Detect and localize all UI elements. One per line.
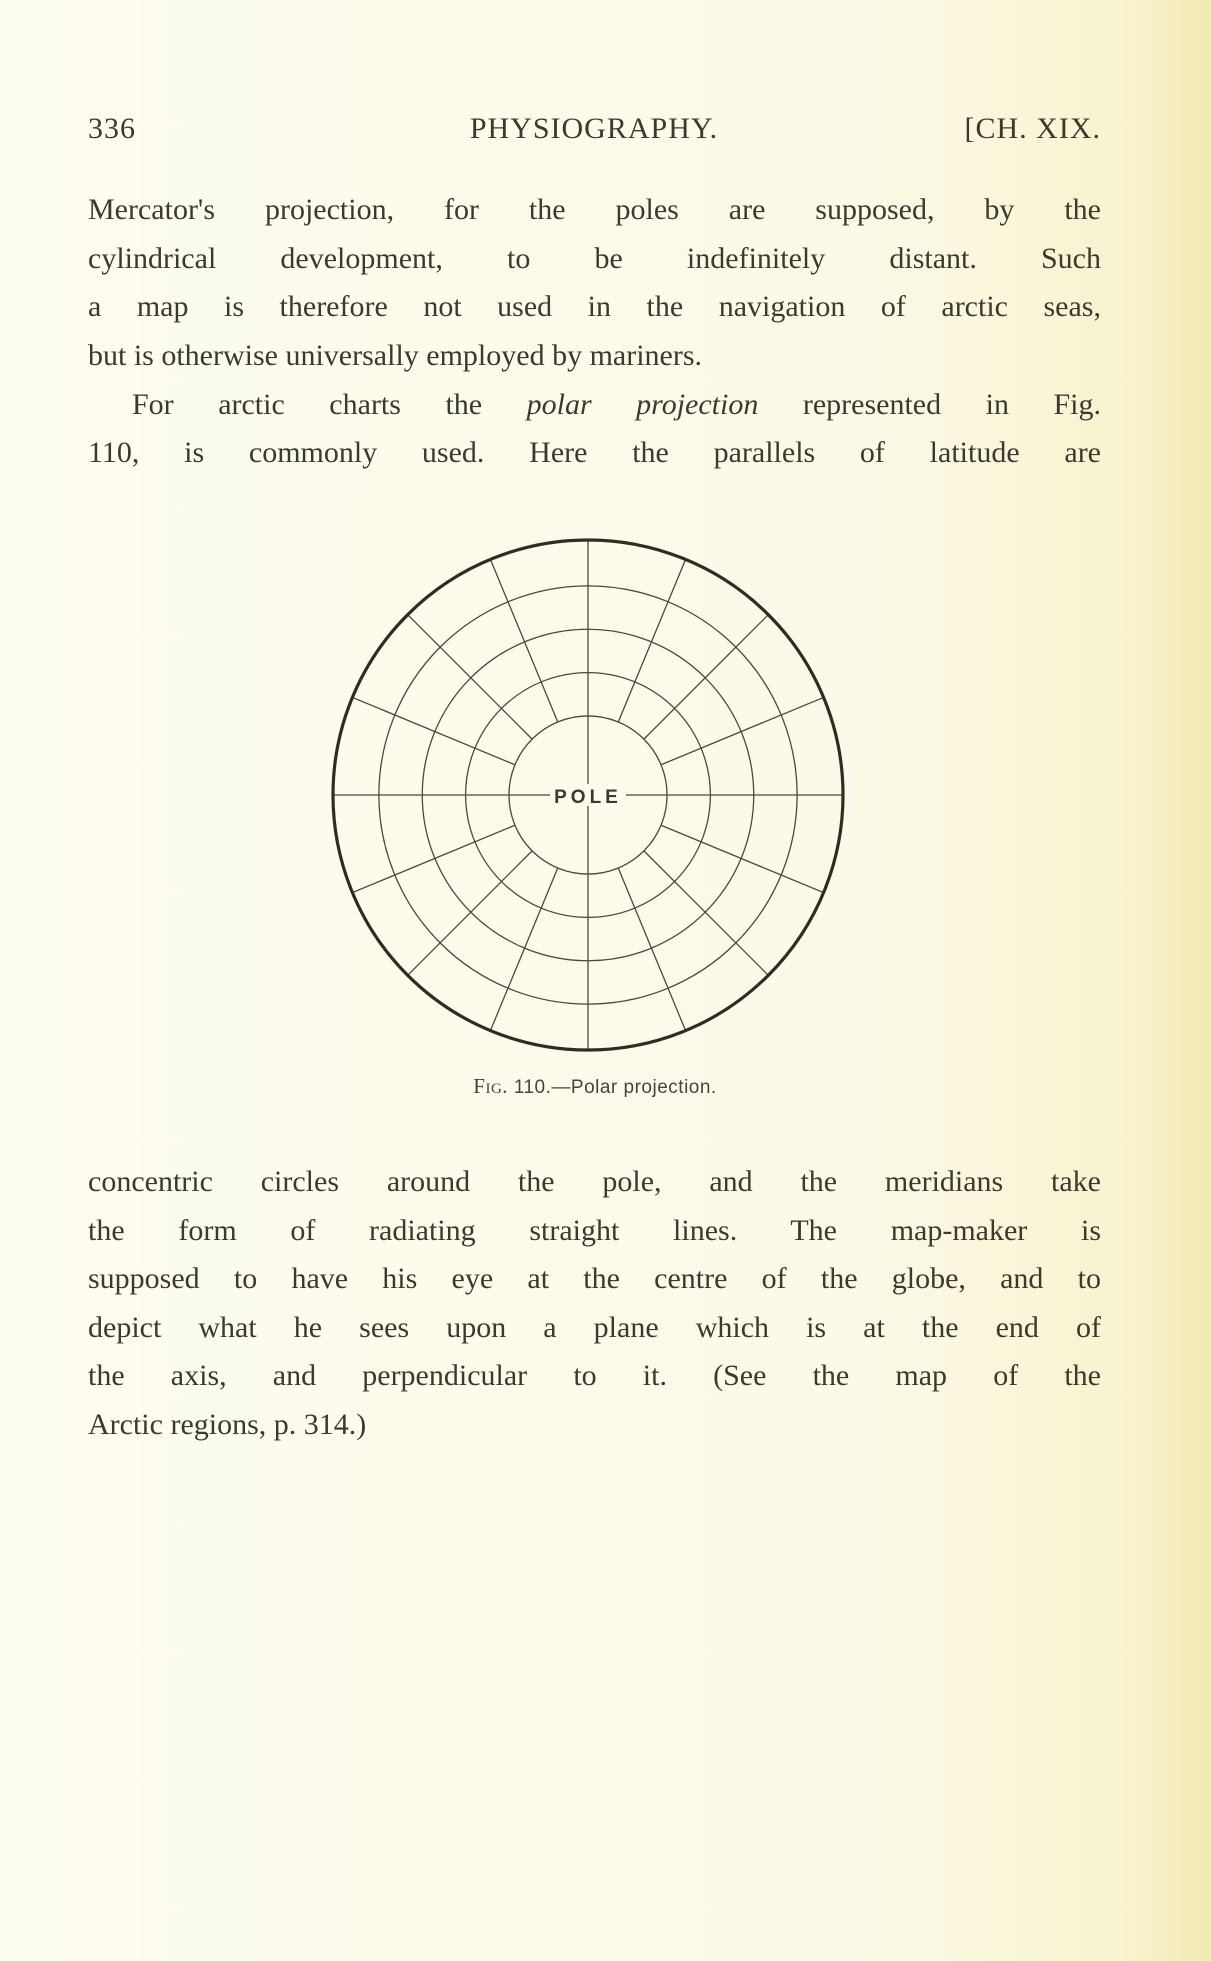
meridian-line <box>661 825 824 892</box>
meridian-line <box>408 851 532 975</box>
meridian-line <box>490 868 557 1031</box>
figure-caption <box>0 1074 1190 1099</box>
text-line: cylindrical development, to be indefinitely distant. Such <box>88 242 1101 275</box>
text-line: the axis, and perpendicular to it. (See the map of the <box>88 1359 1101 1392</box>
text-line <box>88 385 1101 425</box>
text-line: 110, is commonly used. Here the parallels of latitude are <box>88 436 1101 469</box>
text-line: the form of radiating straight lines. The map-maker is <box>88 1214 1101 1247</box>
meridian-line <box>408 615 532 739</box>
caption-prefix: Fig. <box>473 1074 509 1098</box>
text-span: For arctic charts the <box>132 388 527 421</box>
meridian-line <box>352 697 515 764</box>
meridian-line <box>618 559 685 722</box>
italic-term: polar projection <box>526 388 759 421</box>
meridian-line <box>352 825 515 892</box>
text-line: concentric circles around the pole, and the meridians take <box>88 1165 1101 1198</box>
page-number: 336 <box>88 112 136 145</box>
caption-number: 110. <box>513 1077 552 1098</box>
text-line: supposed to have his eye at the centre of the globe, and to <box>88 1262 1101 1295</box>
caption-text: —Polar projection. <box>551 1077 717 1098</box>
text-span: represented in Fig. <box>758 388 1102 421</box>
text-line: Arctic regions, p. 314.) <box>88 1408 367 1441</box>
polar-projection-diagram <box>300 520 880 1070</box>
meridian-line <box>661 697 824 764</box>
meridian-line <box>490 559 557 722</box>
text-line: but is otherwise universally employed by mariners. <box>88 339 703 372</box>
meridian-line <box>644 615 768 739</box>
meridian-line <box>644 851 768 975</box>
text-line: depict what he sees upon a plane which is at the end of <box>88 1311 1101 1344</box>
running-title: PHYSIOGRAPHY. <box>469 112 719 145</box>
meridian-line <box>618 868 685 1031</box>
pole-label: POLE <box>554 787 622 808</box>
text-line: a map is therefore not used in the navigation of arctic seas, <box>88 290 1101 323</box>
text-line: Mercator's projection, for the poles are supposed, by the <box>88 193 1101 226</box>
chapter-label: [CH. XIX. <box>964 112 1101 145</box>
